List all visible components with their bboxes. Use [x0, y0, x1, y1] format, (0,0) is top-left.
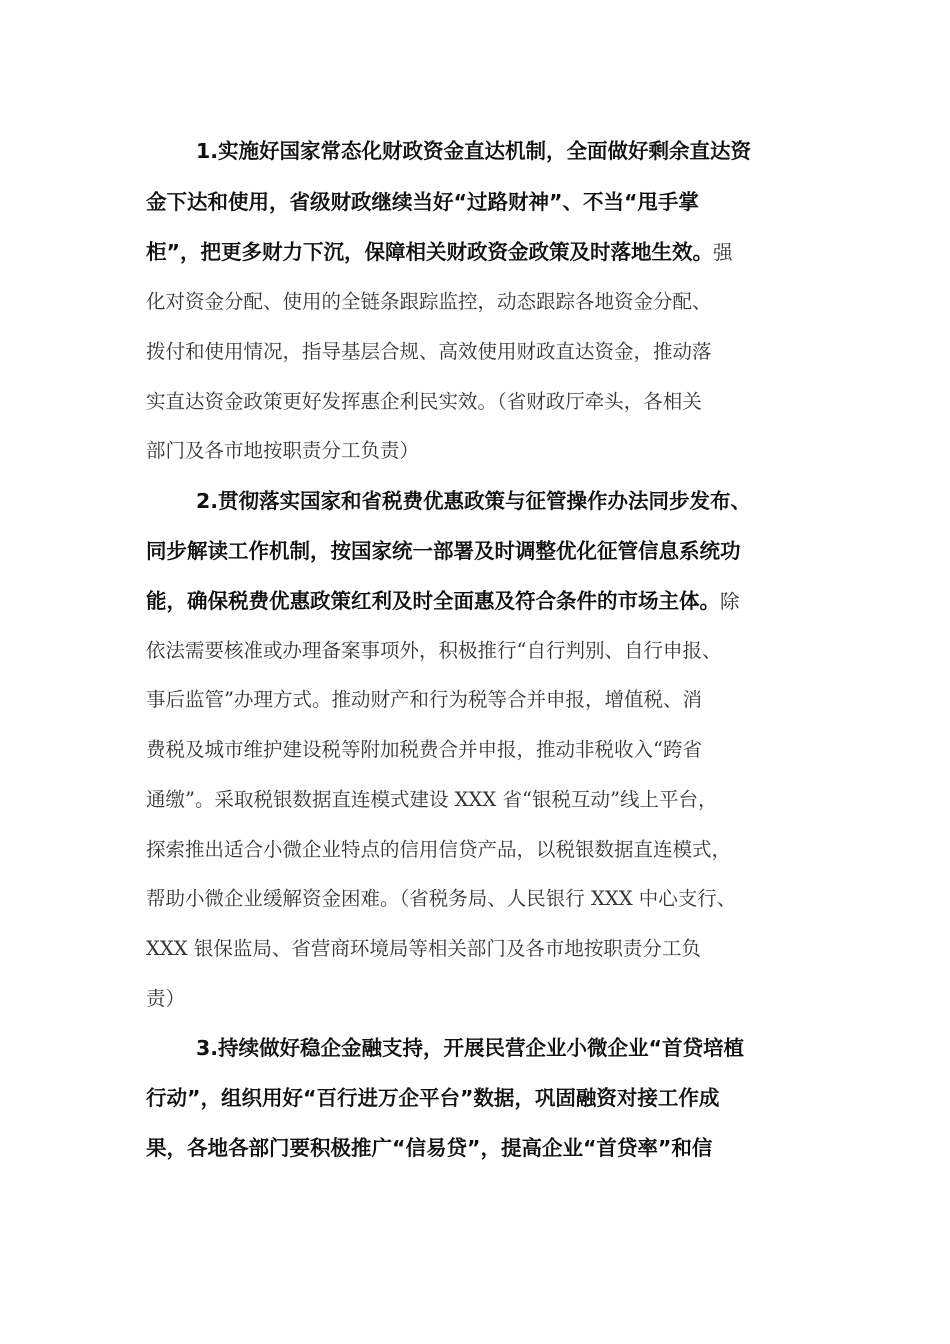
bold-lead-text: 金下达和使用，省级财政继续当好“过路财神”、不当“甩手掌: [146, 190, 699, 214]
body-text: 拨付和使用情况，指导基层合规、高效使用财政直达资金，推动落: [146, 340, 712, 363]
bold-lead-text: 柜”，把更多财力下沉，保障相关财政资金政策及时落地生效。: [146, 240, 713, 264]
body-text: 化对资金分配、使用的全链条跟踪监控，动态跟踪各地资金分配、: [146, 290, 712, 313]
paragraph-line: [146, 641, 721, 661]
paragraph-line: [146, 840, 731, 860]
paragraph-line: [146, 1138, 712, 1159]
body-text: 通缴”。采取税银数据直连模式建设 XXX 省“银税互动”线上平台，: [146, 788, 718, 811]
paragraph-line: [146, 541, 741, 562]
paragraph-line: [146, 392, 702, 412]
body-text: 事后监管”办理方式。推动财产和行为税等合并申报，增值税、消: [146, 688, 702, 711]
bold-lead-text: 同步解读工作机制，按国家统一部署及时调整优化征管信息系统功: [146, 539, 741, 563]
bold-lead-text: 1.实施好国家常态化财政资金直达机制，全面做好剩余直达资: [196, 139, 752, 163]
body-text: XXX 银保监局、省营商环境局等相关部门及各市地按职责分工负: [146, 937, 701, 960]
body-text: 费税及城市维护建设税等附加税费合并申报，推动非税收入“跨省: [146, 738, 702, 761]
body-text: 帮助小微企业缓解资金困难。（省税务局、人民银行 XXX 中心支行、: [146, 887, 737, 910]
bold-lead-text: 行动”，组织用好“百行进万企平台”数据，巩固融资对接工作成: [146, 1086, 720, 1110]
bold-lead-text: 3.持续做好稳企金融支持，开展民营企业小微企业“首贷培植: [196, 1036, 745, 1060]
paragraph-line: [146, 441, 419, 461]
body-text: 部门及各市地按职责分工负责）: [146, 439, 420, 462]
paragraph-line: [146, 591, 740, 612]
bold-lead-text: 能，确保税费优惠政策红利及时全面惠及符合条件的市场主体。: [146, 589, 720, 613]
paragraph-line: [146, 690, 702, 710]
paragraph-line: [146, 989, 185, 1009]
paragraph-line: [146, 192, 699, 213]
paragraph-line: [146, 790, 717, 810]
paragraph-line: [196, 141, 751, 162]
paragraph-line: [146, 1088, 719, 1109]
bold-lead-text: 果，各地各部门要积极推广“信易贷”，提高企业“首贷率”和信: [146, 1136, 713, 1160]
paragraph-line: [146, 939, 701, 959]
body-text: 强: [712, 241, 733, 264]
paragraph-line: [146, 740, 702, 760]
paragraph-line: [146, 342, 712, 362]
paragraph-line: [146, 242, 733, 263]
body-text: 责）: [146, 987, 186, 1010]
body-text: 实直达资金政策更好发挥惠企利民实效。（省财政厅牵头，各相关: [146, 390, 702, 413]
bold-lead-text: 2.贯彻落实国家和省税费优惠政策与征管操作办法同步发布、: [196, 489, 752, 513]
body-text: 探索推出适合小微企业特点的信用信贷产品，以税银数据直连模式，: [146, 838, 732, 861]
paragraph-line: [196, 1038, 744, 1059]
paragraph-line: [146, 292, 712, 312]
body-text: 依法需要核准或办理备案事项外，积极推行“自行判别、自行申报、: [146, 639, 722, 662]
body-text: 除: [720, 590, 740, 613]
paragraph-line: [196, 491, 751, 512]
paragraph-line: [146, 889, 736, 909]
